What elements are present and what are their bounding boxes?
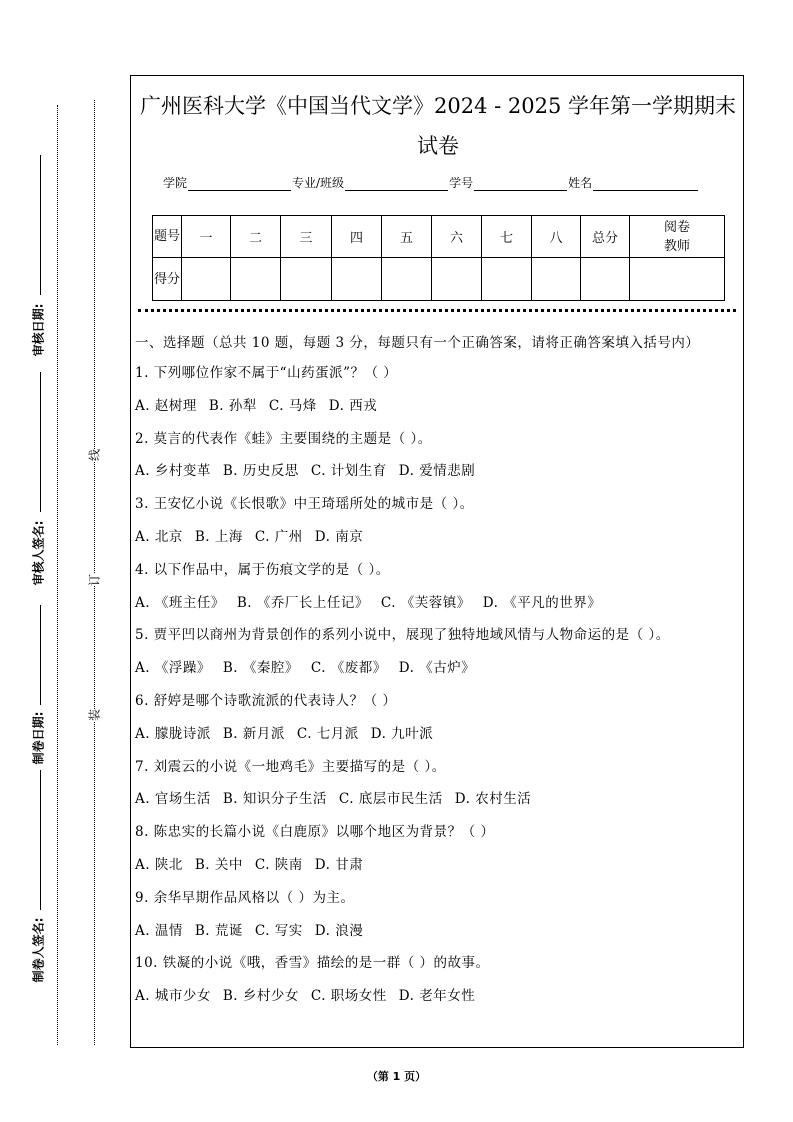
option-choice[interactable]: B. 上海 (194, 528, 243, 545)
option-choice[interactable]: B. 关中 (194, 856, 243, 873)
option-choice[interactable]: A. 赵树理 (135, 397, 197, 414)
score-label: 得分 (153, 258, 182, 301)
question-options (135, 722, 741, 755)
score-table (152, 215, 725, 301)
question-stem: 2. 莫言的代表作《蛙》主要围绕的主题是（ ）。 (135, 430, 432, 447)
option-choice[interactable]: C. 底层市民生活 (338, 791, 443, 808)
option-choice[interactable]: D. 老年女性 (398, 988, 476, 1005)
question-number-label: 题号 (153, 216, 182, 258)
option-choice[interactable]: C. 写实 (254, 922, 303, 939)
option-choice[interactable]: B. 荒诞 (194, 922, 243, 939)
make-date-label: 制卷日期: (31, 711, 46, 765)
score-value-row (153, 258, 725, 301)
option-choice[interactable]: C. 《芙蓉镇》 (380, 594, 471, 611)
dotted-separator (138, 309, 736, 312)
score-cell-grader[interactable] (630, 258, 725, 301)
review-date-label: 审核日期: (31, 303, 46, 357)
option-choice[interactable]: B. 知识分子生活 (222, 791, 327, 808)
question-stem: 8. 陈忠实的长篇小说《白鹿原》以哪个地区为背景？（ ） (135, 824, 495, 841)
student-id-label: 学号 (449, 176, 474, 190)
option-choice[interactable]: A. 北京 (135, 528, 183, 545)
option-choice[interactable]: D. 农村生活 (454, 791, 532, 808)
question-stem: 7. 刘震云的小说《一地鸡毛》主要描写的是（ ）。 (135, 758, 446, 775)
reviewer-sign-line (40, 372, 41, 512)
section-choice (135, 332, 741, 1017)
question-stem: 10. 铁凝的小说《哦，香雪》描绘的是一群（ ）的故事。 (135, 955, 490, 972)
question-stem: 5. 贾平凹以商州为背景创作的系列小说中，展现了独特地域风情与人物命运的是（ ）。 (135, 627, 670, 644)
option-choice[interactable]: C. 广州 (254, 528, 303, 545)
question-list (135, 361, 741, 1017)
col-header-grader: 阅卷教师 (630, 216, 725, 258)
col-header: 一 (182, 216, 231, 258)
col-header: 四 (332, 216, 382, 258)
score-cell[interactable] (432, 258, 482, 301)
col-header: 二 (231, 216, 281, 258)
maker-sign-label: 制卷人签名: (31, 917, 46, 983)
maker-sign-line (40, 770, 41, 910)
college-label: 学院 (163, 176, 188, 190)
bind-char-bind: 装 (84, 709, 105, 721)
score-cell[interactable] (532, 258, 581, 301)
question-options (135, 394, 741, 427)
name-field[interactable] (593, 178, 698, 191)
question-options (135, 591, 741, 624)
option-choice[interactable]: B. 新月派 (222, 725, 285, 742)
option-choice[interactable]: B. 乡村少女 (222, 988, 299, 1005)
option-choice[interactable]: A. 城市少女 (135, 988, 211, 1005)
major-class-label: 专业/班级 (292, 176, 345, 190)
option-choice[interactable]: D. 爱情悲剧 (398, 463, 476, 480)
score-cell[interactable] (281, 258, 332, 301)
section-heading: 一、选择题（总共 10 题，每题 3 分，每题只有一个正确答案，请将正确答案填入括号内） (135, 335, 700, 351)
option-choice[interactable]: D. 《古炉》 (398, 660, 476, 677)
option-choice[interactable]: A. 《浮躁》 (135, 660, 211, 677)
score-cell[interactable] (231, 258, 281, 301)
option-choice[interactable]: D. 甘肃 (314, 856, 364, 873)
college-field[interactable] (188, 178, 291, 191)
question-options (135, 787, 741, 820)
option-choice[interactable]: B. 孙犁 (208, 397, 257, 414)
option-choice[interactable]: D. 西戎 (328, 397, 378, 414)
student-info-row (163, 174, 699, 191)
option-choice[interactable]: C. 《废都》 (310, 660, 387, 677)
option-choice[interactable]: B. 《乔厂长上任记》 (236, 594, 369, 611)
option-choice[interactable]: D. 南京 (314, 528, 364, 545)
col-header: 七 (482, 216, 532, 258)
option-choice[interactable]: A. 乡村变革 (135, 463, 211, 480)
option-choice[interactable]: A. 《班主任》 (135, 594, 225, 611)
question-stem: 9. 余华早期作品风格以（ ）为主。 (135, 889, 355, 906)
major-class-field[interactable] (345, 178, 448, 191)
question-stem: 6. 舒婷是哪个诗歌流派的代表诗人？（ ） (135, 692, 397, 709)
review-date-line (40, 155, 41, 295)
outer-dotted-line (57, 105, 58, 1045)
col-header: 六 (432, 216, 482, 258)
col-header: 五 (382, 216, 432, 258)
score-cell[interactable] (482, 258, 532, 301)
option-choice[interactable]: A. 朦胧诗派 (135, 725, 211, 742)
question-stem: 4. 以下作品中，属于伤痕文学的是（ ）。 (135, 561, 390, 578)
bind-char-staple: 订 (84, 574, 105, 586)
question-options (135, 984, 741, 1017)
option-choice[interactable]: C. 职场女性 (310, 988, 387, 1005)
option-choice[interactable]: C. 七月派 (296, 725, 359, 742)
exam-title: 广州医科大学《中国当代文学》2024 - 2025 学年第一学期期末试卷 (139, 94, 736, 158)
question-stem: 1. 下列哪位作家不属于“山药蛋派”？（ ） (135, 365, 398, 381)
student-id-field[interactable] (474, 178, 567, 191)
page-number: （第 1 页） (366, 1070, 427, 1083)
option-choice[interactable]: D. 《平凡的世界》 (482, 594, 602, 611)
make-date-line (40, 605, 41, 705)
score-cell[interactable] (332, 258, 382, 301)
score-header-row (153, 216, 725, 258)
binding-dotted-line (94, 100, 95, 1045)
col-header-total: 总分 (581, 216, 630, 258)
question-options (135, 525, 741, 558)
score-cell[interactable] (182, 258, 231, 301)
question-options (135, 656, 741, 689)
bind-char-line: 线 (84, 449, 105, 461)
col-header: 八 (532, 216, 581, 258)
col-header: 三 (281, 216, 332, 258)
option-choice[interactable]: A. 陕北 (135, 856, 183, 873)
reviewer-sign-label: 审核人签名: (31, 520, 46, 586)
question-options (135, 853, 741, 886)
question-options (135, 459, 741, 492)
option-choice[interactable]: B. 《秦腔》 (222, 660, 299, 677)
option-choice[interactable]: C. 计划生育 (310, 463, 387, 480)
option-choice[interactable]: A. 官场生活 (135, 791, 211, 808)
option-choice[interactable]: C. 陕南 (254, 856, 303, 873)
option-choice[interactable]: C. 马烽 (268, 397, 317, 414)
score-cell[interactable] (382, 258, 432, 301)
option-choice[interactable]: D. 浪漫 (314, 922, 364, 939)
option-choice[interactable]: B. 历史反思 (222, 463, 299, 480)
score-cell-total[interactable] (581, 258, 630, 301)
question-options (135, 919, 741, 952)
option-choice[interactable]: D. 九叶派 (370, 725, 434, 742)
option-choice[interactable]: A. 温情 (135, 922, 183, 939)
name-label: 姓名 (568, 176, 593, 190)
question-stem: 3. 王安忆小说《长恨歌》中王琦瑶所处的城市是（ ）。 (135, 496, 474, 513)
